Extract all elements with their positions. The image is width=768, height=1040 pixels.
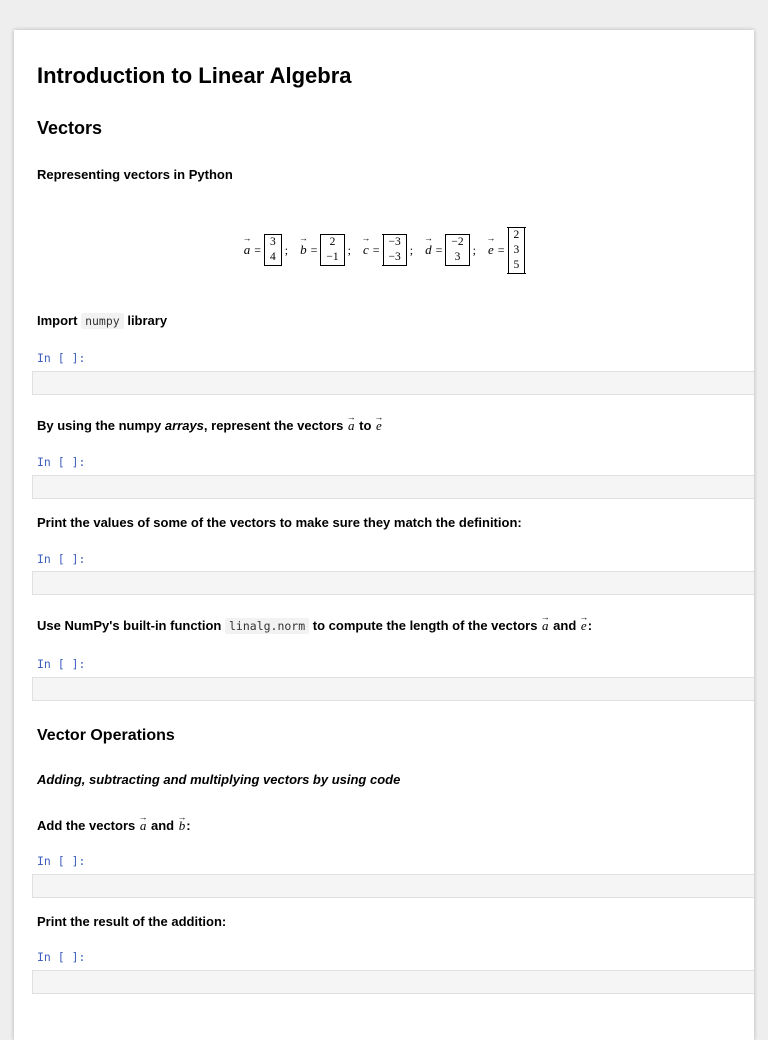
notebook-page: [14, 30, 754, 1040]
vector-symbol-b: → b: [178, 817, 187, 835]
matrix-e: 2 3 5: [508, 227, 526, 274]
vector-symbol-e: → e: [375, 417, 383, 435]
vector-symbol-c: → c: [362, 242, 370, 258]
matrix-a: 3 4: [264, 234, 282, 266]
code-cell-6[interactable]: [32, 970, 754, 994]
vector-symbol-b: → b: [299, 242, 308, 258]
vector-def-b: → b = 2 −1 ;: [299, 234, 354, 266]
cell-prompt: In [ ]:: [37, 455, 86, 469]
matrix-b: 2 −1: [320, 234, 344, 266]
vector-symbol-a: → a: [347, 417, 356, 435]
vector-def-a: → a = 3 4 ;: [243, 234, 291, 266]
code-cell-3[interactable]: [32, 571, 754, 595]
markdown-linalg-norm: Use NumPy's built-in function linalg.norm to compute the length of the vectors → a and → e:: [37, 617, 592, 635]
subheading-representing-vectors: Representing vectors in Python: [37, 167, 233, 182]
inline-code-linalg-norm: linalg.norm: [225, 618, 309, 634]
vector-def-c: → c = −3 −3 ;: [362, 234, 416, 266]
markdown-represent-vectors: By using the numpy arrays, represent the vectors → a to → e: [37, 417, 383, 435]
vector-symbol-a: → a: [139, 817, 148, 835]
markdown-print-vectors: Print the values of some of the vectors to make sure they match the definition:: [37, 515, 522, 530]
cell-prompt: In [ ]:: [37, 657, 86, 671]
code-cell-4[interactable]: [32, 677, 754, 701]
vector-definitions: [14, 220, 754, 280]
section-heading-vector-operations: Vector Operations: [37, 727, 175, 744]
vector-def-d: → d = −2 3 ;: [424, 234, 479, 266]
vector-symbol-e: → e: [580, 617, 588, 635]
vector-symbol-d: → d: [424, 242, 433, 258]
page-title: Introduction to Linear Algebra: [37, 63, 352, 88]
vector-symbol-a: → a: [243, 242, 252, 258]
code-cell-5[interactable]: [32, 874, 754, 898]
section-heading-vectors: Vectors: [37, 118, 103, 138]
cell-prompt: In [ ]:: [37, 351, 86, 365]
vector-symbol-e: → e: [487, 242, 495, 258]
cell-prompt: In [ ]:: [37, 854, 86, 868]
code-cell-2[interactable]: [32, 475, 754, 499]
cell-prompt: In [ ]:: [37, 552, 86, 566]
inline-code-numpy: numpy: [81, 313, 124, 329]
matrix-c: −3 −3: [383, 234, 407, 266]
markdown-import-numpy: Import numpy library: [37, 313, 168, 328]
code-cell-1[interactable]: [32, 371, 754, 395]
cell-prompt: In [ ]:: [37, 950, 86, 964]
vector-symbol-a: → a: [541, 617, 550, 635]
markdown-add-vectors: Add the vectors → a and → b:: [37, 817, 191, 835]
subheading-vector-operations: Adding, subtracting and multiplying vectors by using code: [37, 772, 401, 787]
markdown-print-addition: Print the result of the addition:: [37, 914, 227, 929]
vector-def-e: → e = 2 3 5: [487, 227, 525, 274]
matrix-d: −2 3: [445, 234, 469, 266]
